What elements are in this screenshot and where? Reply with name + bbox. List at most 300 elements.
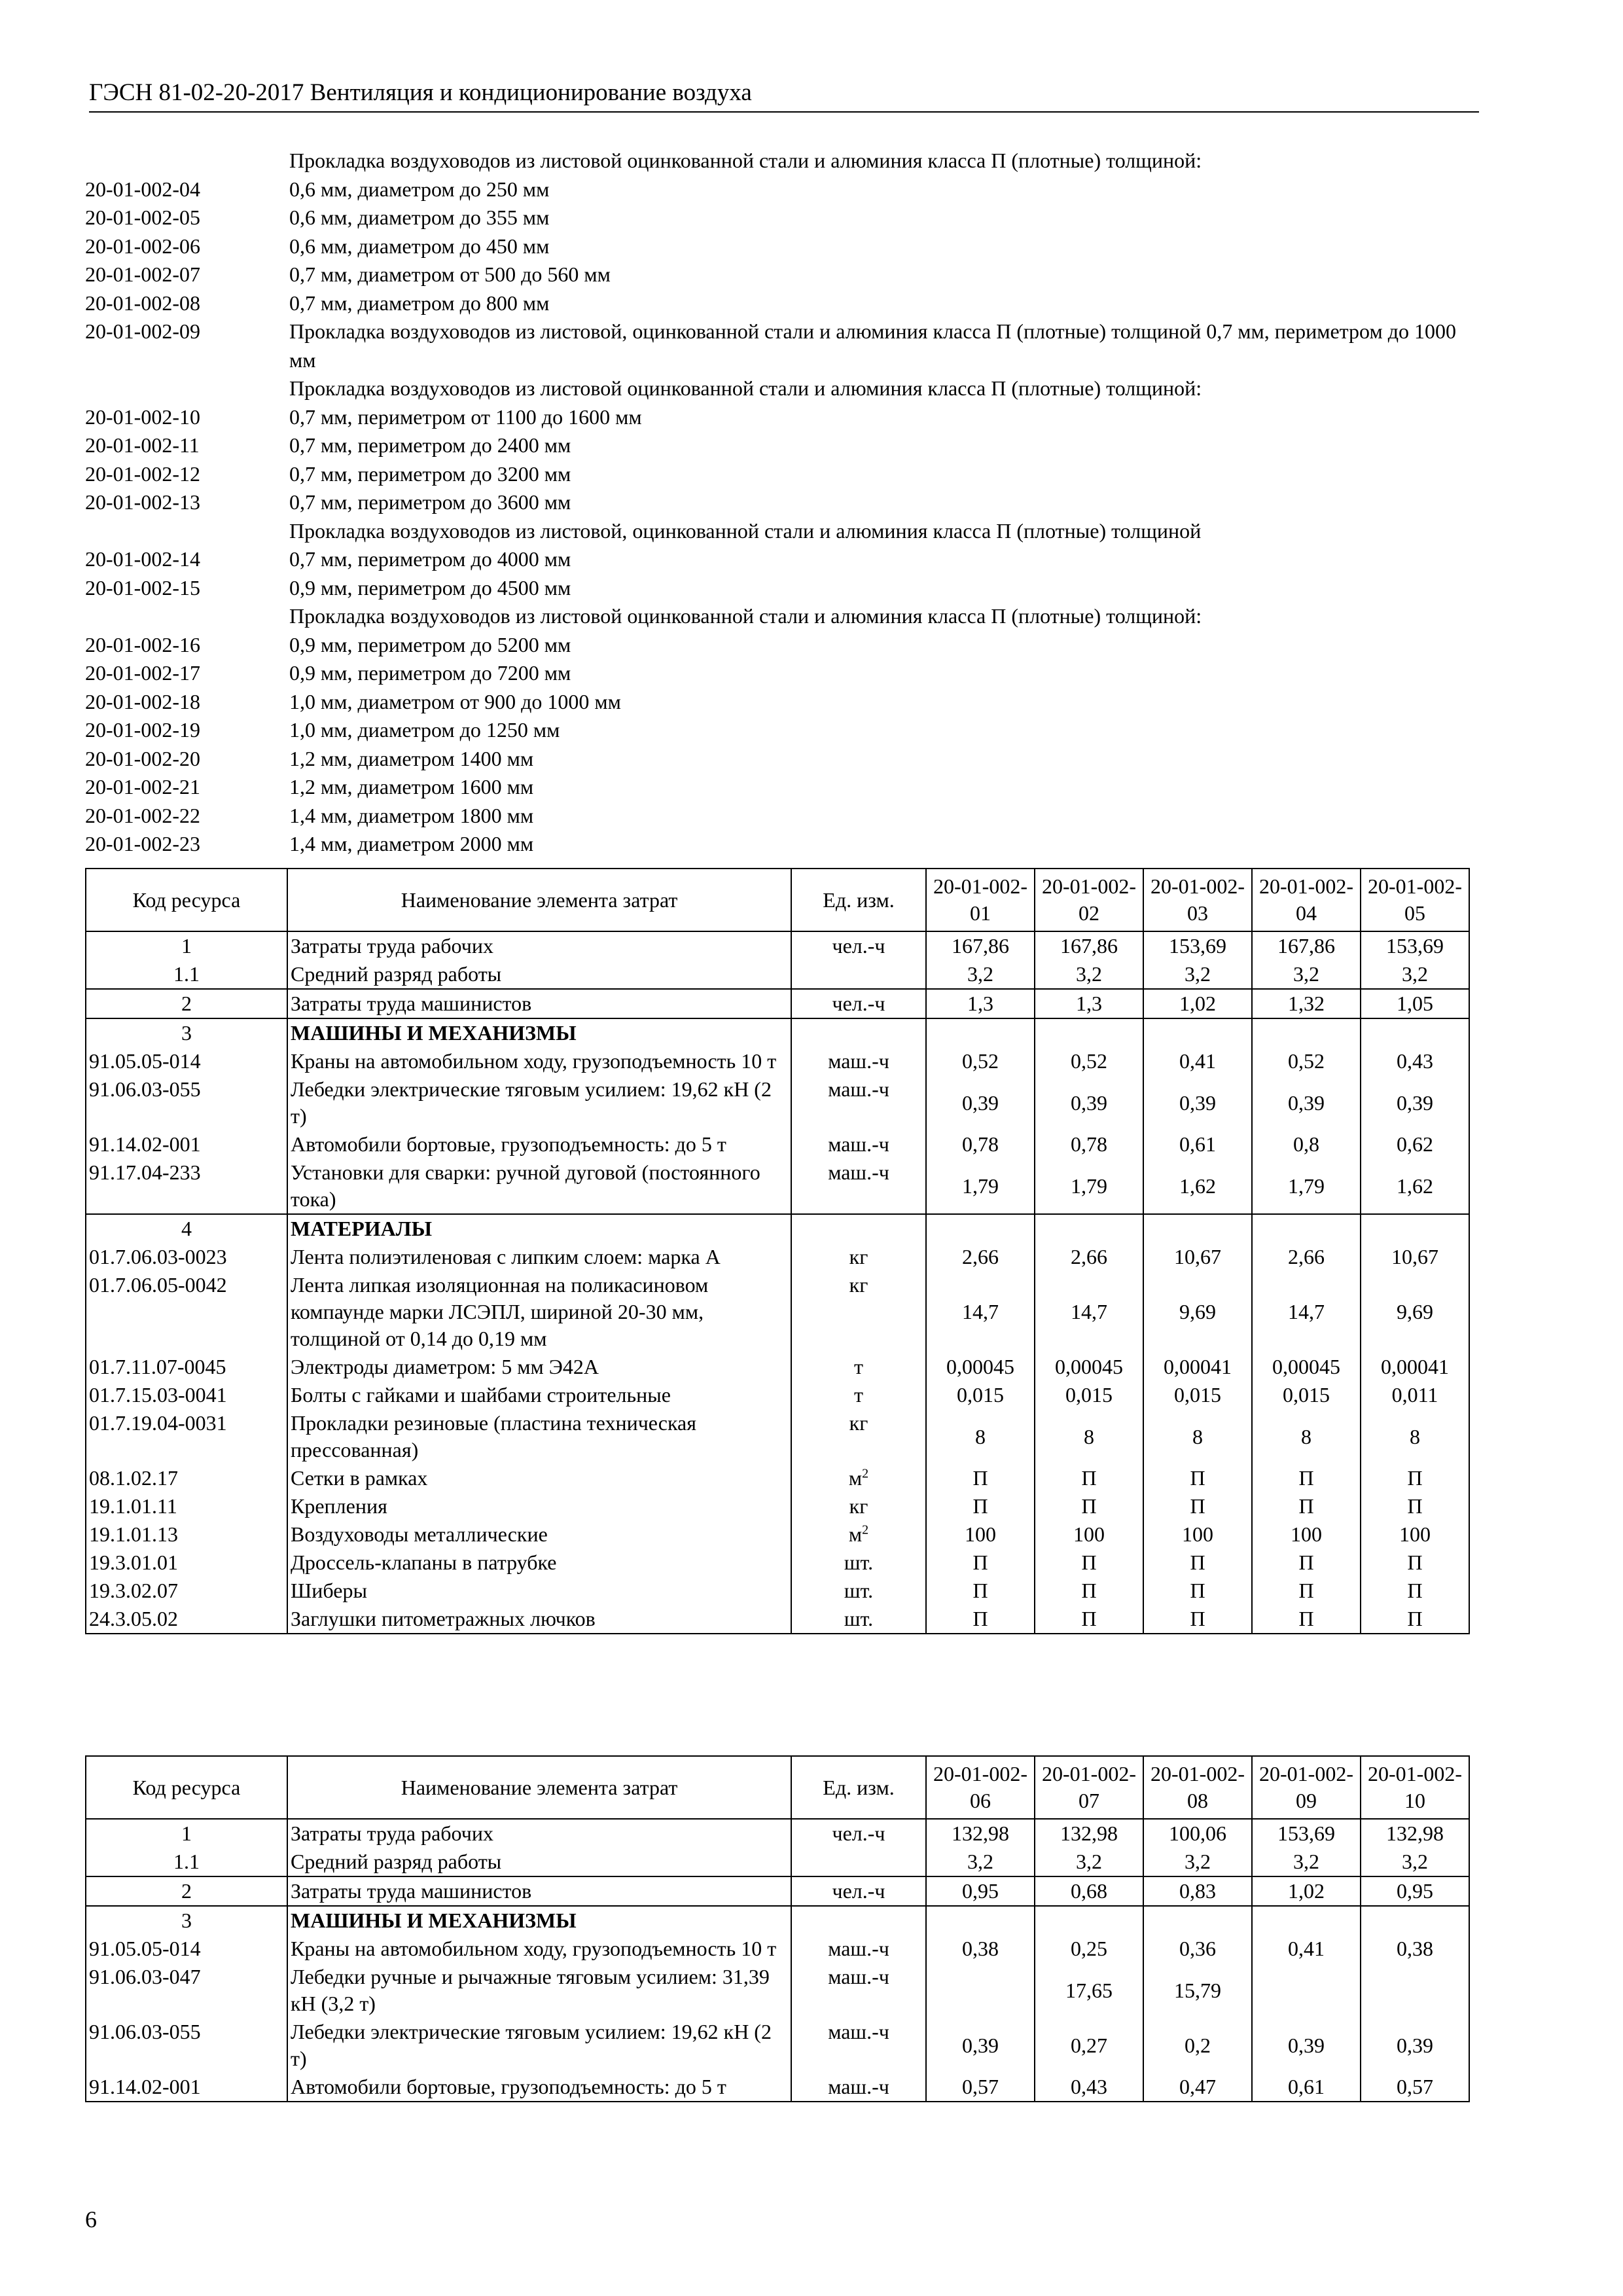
list-item xyxy=(85,175,1472,204)
value-cell: 0,61 xyxy=(1143,1130,1252,1158)
unit-cell xyxy=(791,931,926,960)
list-item xyxy=(85,488,1472,517)
item-text: 1,0 мм, диаметром от 900 до 1000 мм xyxy=(289,689,621,713)
value-cell: 1,32 xyxy=(1252,989,1361,1018)
item-text: Прокладка воздуховодов из листовой оцинкованной стали и алюминия класса П (плотные) толщиной: xyxy=(289,376,1202,400)
item-text: 1,2 мм, диаметром 1600 мм xyxy=(289,775,534,798)
value-cell: 132,98 xyxy=(926,1819,1035,1848)
value-cell: 100 xyxy=(1361,1520,1469,1549)
item-text: 0,7 мм, периметром до 3200 мм xyxy=(289,461,571,486)
value-cell: 0,43 xyxy=(1361,1047,1469,1075)
value-cell: 17,65 xyxy=(1035,1963,1143,2018)
value-cell: П xyxy=(1143,1577,1252,1605)
value-cell: П xyxy=(926,1464,1035,1492)
list-item xyxy=(85,260,1472,289)
value-cell: 0,25 xyxy=(1035,1935,1143,1963)
value-cell: 100 xyxy=(1143,1520,1252,1549)
unit-cell xyxy=(791,1271,926,1353)
value-cell: П xyxy=(1143,1464,1252,1492)
value-cell xyxy=(1035,1214,1143,1243)
resource-code: 01.7.15.03-0041 xyxy=(86,1381,287,1409)
unit-cell xyxy=(791,960,926,989)
value-cell: 3,2 xyxy=(1252,960,1361,989)
item-text: 0,9 мм, периметром до 4500 мм xyxy=(289,575,571,600)
value-cell: 0,43 xyxy=(1035,2073,1143,2102)
unit-cell xyxy=(791,1935,926,1963)
value-cell: 132,98 xyxy=(1361,1819,1469,1848)
unit-text: маш.-ч xyxy=(828,1077,889,1101)
resource-name: Воздуховоды металлические xyxy=(287,1520,791,1549)
resource-table-2 xyxy=(85,1755,1470,2102)
resource-code: 3 xyxy=(86,1906,287,1935)
resource-name: МАШИНЫ И МЕХАНИЗМЫ xyxy=(287,1018,791,1047)
value-cell: 10,67 xyxy=(1361,1243,1469,1271)
value-cell: 3,2 xyxy=(1252,1848,1361,1876)
value-cell: 3,2 xyxy=(1361,1848,1469,1876)
value-cell: 0,39 xyxy=(926,1075,1035,1130)
resource-name: Дроссель-клапаны в патрубке xyxy=(287,1549,791,1577)
value-cell xyxy=(1252,1963,1361,2018)
table-row xyxy=(86,1409,1469,1464)
unit-text: т xyxy=(854,1355,863,1378)
value-cell: 0,39 xyxy=(1143,1075,1252,1130)
value-cell: 153,69 xyxy=(1252,1819,1361,1848)
resource-name: Лента липкая изоляционная на поликасиновом компаунде марки ЛСЭПЛ, шириной 20-30 мм, толщиной от 0,14 до 0,19 мм xyxy=(287,1271,791,1353)
item-code: 20-01-002-08 xyxy=(85,291,200,315)
unit-text: кг xyxy=(849,1273,868,1297)
value-cell: 1,3 xyxy=(926,989,1035,1018)
resource-name: МАТЕРИАЛЫ xyxy=(287,1214,791,1243)
value-cell xyxy=(1361,1963,1469,2018)
value-cell xyxy=(1143,1018,1252,1047)
value-cell xyxy=(1035,1906,1143,1935)
value-cell xyxy=(926,1906,1035,1935)
value-cell: 0,95 xyxy=(926,1876,1035,1906)
list-item xyxy=(85,517,1472,546)
list-item xyxy=(85,802,1472,831)
resource-name: Электроды диаметром: 5 мм Э42А xyxy=(287,1353,791,1381)
value-cell: 0,95 xyxy=(1361,1876,1469,1906)
resource-name: Краны на автомобильном ходу, грузоподъемность 10 т xyxy=(287,1935,791,1963)
value-cell: 167,86 xyxy=(926,931,1035,960)
item-code: 20-01-002-22 xyxy=(85,803,200,827)
resource-code: 3 xyxy=(86,1018,287,1047)
value-cell xyxy=(1361,1018,1469,1047)
unit-cell xyxy=(791,2073,926,2102)
value-cell: 0,00045 xyxy=(926,1353,1035,1381)
resource-name: Сетки в рамках xyxy=(287,1464,791,1492)
unit-cell xyxy=(791,1243,926,1271)
resource-code: 91.05.05-014 xyxy=(86,1047,287,1075)
unit-text: т xyxy=(854,1383,863,1407)
table-row xyxy=(86,1158,1469,1214)
resource-code: 91.14.02-001 xyxy=(86,1130,287,1158)
value-cell: 1,05 xyxy=(1361,989,1469,1018)
resource-name: Заглушки питометражных лючков xyxy=(287,1605,791,1634)
unit-cell xyxy=(791,1577,926,1605)
resource-code: 91.06.03-055 xyxy=(86,2018,287,2073)
table-row xyxy=(86,1848,1469,1876)
value-cell xyxy=(1361,1906,1469,1935)
table-row xyxy=(86,1906,1469,1935)
table-row xyxy=(86,1018,1469,1047)
value-cell: П xyxy=(1252,1577,1361,1605)
resource-name: Автомобили бортовые, грузоподъемность: до 5 т xyxy=(287,1130,791,1158)
unit-text: шт. xyxy=(844,1551,874,1574)
column-header: Код ресурса xyxy=(86,869,287,931)
resource-code: 91.05.05-014 xyxy=(86,1935,287,1963)
unit-cell xyxy=(791,2018,926,2073)
table-row xyxy=(86,1963,1469,2018)
unit-cell xyxy=(791,1353,926,1381)
value-cell: П xyxy=(926,1605,1035,1634)
table-row xyxy=(86,1549,1469,1577)
resource-name: Установки для сварки: ручной дуговой (постоянного тока) xyxy=(287,1158,791,1214)
value-cell: П xyxy=(1252,1464,1361,1492)
value-cell xyxy=(1035,1018,1143,1047)
value-cell: П xyxy=(1252,1549,1361,1577)
resource-name: Средний разряд работы xyxy=(287,1848,791,1876)
item-text: 0,6 мм, диаметром до 355 мм xyxy=(289,206,550,229)
item-text: 0,7 мм, диаметром от 500 до 560 мм xyxy=(289,262,611,286)
value-cell: 0,015 xyxy=(1143,1381,1252,1409)
value-cell: П xyxy=(1361,1549,1469,1577)
resource-name: Затраты труда машинистов xyxy=(287,1876,791,1906)
item-text: 1,0 мм, диаметром до 1250 мм xyxy=(289,718,560,742)
value-cell: 153,69 xyxy=(1361,931,1469,960)
value-cell: 0,38 xyxy=(1361,1935,1469,1963)
table-row xyxy=(86,1214,1469,1243)
resource-name: МАШИНЫ И МЕХАНИЗМЫ xyxy=(287,1906,791,1935)
resource-code: 1 xyxy=(86,931,287,960)
value-cell: 15,79 xyxy=(1143,1963,1252,2018)
item-code: 20-01-002-18 xyxy=(85,689,200,713)
item-code: 20-01-002-20 xyxy=(85,746,200,770)
value-cell: П xyxy=(1252,1605,1361,1634)
value-cell: 0,83 xyxy=(1143,1876,1252,1906)
resource-code: 01.7.06.03-0023 xyxy=(86,1243,287,1271)
resource-name: Краны на автомобильном ходу, грузоподъемность 10 т xyxy=(287,1047,791,1075)
item-text: 0,6 мм, диаметром до 250 мм xyxy=(289,177,550,201)
item-text: 1,4 мм, диаметром 2000 мм xyxy=(289,832,534,855)
value-cell: 0,015 xyxy=(1252,1381,1361,1409)
page-number: 6 xyxy=(85,2206,97,2233)
unit-cell xyxy=(791,1464,926,1492)
item-code: 20-01-002-11 xyxy=(85,433,200,457)
table-row xyxy=(86,1243,1469,1271)
column-header: Наименование элемента затрат xyxy=(287,1756,791,1819)
resource-code: 2 xyxy=(86,1876,287,1906)
item-code: 20-01-002-14 xyxy=(85,547,200,571)
list-item xyxy=(85,317,1472,374)
item-code xyxy=(85,374,289,403)
value-cell: П xyxy=(1143,1549,1252,1577)
item-text: 0,7 мм, периметром до 2400 мм xyxy=(289,433,571,457)
value-cell: 0,57 xyxy=(926,2073,1035,2102)
unit-text: маш.-ч xyxy=(828,1160,889,1184)
unit-cell xyxy=(791,1963,926,2018)
unit-text: маш.-ч xyxy=(828,2075,889,2098)
value-cell: 8 xyxy=(1361,1409,1469,1464)
item-code: 20-01-002-10 xyxy=(85,404,200,429)
unit-text: м xyxy=(848,1522,863,1546)
value-cell xyxy=(1361,1214,1469,1243)
resource-code: 08.1.02.17 xyxy=(86,1464,287,1492)
resource-code: 91.14.02-001 xyxy=(86,2073,287,2102)
resource-code: 91.17.04-233 xyxy=(86,1158,287,1214)
item-code xyxy=(85,147,289,175)
value-cell: 0,57 xyxy=(1361,2073,1469,2102)
value-cell xyxy=(1252,1018,1361,1047)
table-row xyxy=(86,1464,1469,1492)
value-cell: П xyxy=(1361,1577,1469,1605)
value-cell: 0,39 xyxy=(926,2018,1035,2073)
value-cell xyxy=(926,1963,1035,2018)
item-code: 20-01-002-21 xyxy=(85,775,200,798)
value-cell xyxy=(1143,1906,1252,1935)
item-code: 20-01-002-05 xyxy=(85,206,200,229)
resource-code: 19.1.01.11 xyxy=(86,1492,287,1520)
unit-text: чел.-ч xyxy=(832,992,885,1015)
list-item xyxy=(85,602,1472,631)
table-header-row xyxy=(86,1756,1469,1819)
value-cell: 100 xyxy=(1252,1520,1361,1549)
column-header: 20-01-002-02 xyxy=(1035,869,1143,931)
item-text: 0,9 мм, периметром до 7200 мм xyxy=(289,661,571,685)
value-cell: 14,7 xyxy=(1035,1271,1143,1353)
value-cell xyxy=(1252,1906,1361,1935)
unit-text: маш.-ч xyxy=(828,1965,889,1988)
unit-cell xyxy=(791,1075,926,1130)
table-row xyxy=(86,1605,1469,1634)
item-code: 20-01-002-23 xyxy=(85,832,200,855)
value-cell: 3,2 xyxy=(1361,960,1469,989)
value-cell: П xyxy=(926,1492,1035,1520)
table-row xyxy=(86,1492,1469,1520)
value-cell xyxy=(1252,1214,1361,1243)
resource-code: 1 xyxy=(86,1819,287,1848)
column-header: Ед. изм. xyxy=(791,869,926,931)
table-row xyxy=(86,1271,1469,1353)
unit-cell xyxy=(791,1819,926,1848)
list-item xyxy=(85,403,1472,432)
resource-name: Средний разряд работы xyxy=(287,960,791,989)
value-cell: 0,52 xyxy=(926,1047,1035,1075)
value-cell: 0,39 xyxy=(1252,2018,1361,2073)
unit-cell xyxy=(791,1520,926,1549)
unit-cell xyxy=(791,1018,926,1047)
value-cell: 9,69 xyxy=(1143,1271,1252,1353)
value-cell: П xyxy=(1361,1464,1469,1492)
value-cell xyxy=(926,1214,1035,1243)
column-header: 20-01-002-09 xyxy=(1252,1756,1361,1819)
unit-text: маш.-ч xyxy=(828,1132,889,1156)
resource-code: 01.7.11.07-0045 xyxy=(86,1353,287,1381)
column-header: 20-01-002-08 xyxy=(1143,1756,1252,1819)
value-cell: 0,47 xyxy=(1143,2073,1252,2102)
column-header: 20-01-002-03 xyxy=(1143,869,1252,931)
value-cell: 0,52 xyxy=(1035,1047,1143,1075)
table-header-row xyxy=(86,869,1469,931)
value-cell: 14,7 xyxy=(1252,1271,1361,1353)
value-cell: 3,2 xyxy=(926,1848,1035,1876)
value-cell: 0,27 xyxy=(1035,2018,1143,2073)
value-cell xyxy=(1143,1214,1252,1243)
value-cell: 2,66 xyxy=(926,1243,1035,1271)
value-cell: 0,015 xyxy=(926,1381,1035,1409)
value-cell: 0,62 xyxy=(1361,1130,1469,1158)
item-code: 20-01-002-06 xyxy=(85,234,200,258)
resource-code: 01.7.19.04-0031 xyxy=(86,1409,287,1464)
unit-cell xyxy=(791,1876,926,1906)
unit-cell xyxy=(791,989,926,1018)
item-code: 20-01-002-13 xyxy=(85,490,200,514)
item-text: 0,7 мм, периметром до 4000 мм xyxy=(289,547,571,571)
resource-code: 19.3.02.07 xyxy=(86,1577,287,1605)
value-cell: 1,02 xyxy=(1252,1876,1361,1906)
value-cell: 167,86 xyxy=(1035,931,1143,960)
value-cell: 0,68 xyxy=(1035,1876,1143,1906)
value-cell: 3,2 xyxy=(1143,960,1252,989)
value-cell: 8 xyxy=(926,1409,1035,1464)
value-cell: 0,39 xyxy=(1035,1075,1143,1130)
resource-name: Лента полиэтиленовая с липким слоем: марка А xyxy=(287,1243,791,1271)
resource-name: Болты с гайками и шайбами строительные xyxy=(287,1381,791,1409)
item-code: 20-01-002-16 xyxy=(85,632,200,656)
value-cell: 0,00045 xyxy=(1035,1353,1143,1381)
list-item xyxy=(85,289,1472,318)
item-code xyxy=(85,602,289,631)
table-row xyxy=(86,1819,1469,1848)
item-code xyxy=(85,517,289,546)
value-cell: П xyxy=(1361,1605,1469,1634)
value-cell: 100,06 xyxy=(1143,1819,1252,1848)
table-row xyxy=(86,1381,1469,1409)
item-text: 0,7 мм, периметром до 3600 мм xyxy=(289,490,571,514)
unit-cell xyxy=(791,1848,926,1876)
value-cell: 100 xyxy=(1035,1520,1143,1549)
value-cell: П xyxy=(1361,1492,1469,1520)
value-cell xyxy=(926,1018,1035,1047)
value-cell: 0,00041 xyxy=(1361,1353,1469,1381)
item-text: Прокладка воздуховодов из листовой оцинкованной стали и алюминия класса П (плотные) толщиной: xyxy=(289,604,1202,628)
value-cell: 0,41 xyxy=(1252,1935,1361,1963)
item-code: 20-01-002-12 xyxy=(85,461,200,486)
column-header: 20-01-002-07 xyxy=(1035,1756,1143,1819)
value-cell: П xyxy=(926,1549,1035,1577)
value-cell: 3,2 xyxy=(1143,1848,1252,1876)
resource-name: Затраты труда рабочих xyxy=(287,1819,791,1848)
table-row xyxy=(86,1520,1469,1549)
unit-text: кг xyxy=(849,1494,868,1518)
value-cell: 0,61 xyxy=(1252,2073,1361,2102)
value-cell: 8 xyxy=(1252,1409,1361,1464)
table-row xyxy=(86,931,1469,960)
value-cell: 0,78 xyxy=(1035,1130,1143,1158)
value-cell: 0,36 xyxy=(1143,1935,1252,1963)
value-cell: П xyxy=(1035,1492,1143,1520)
value-cell: П xyxy=(1035,1464,1143,1492)
resource-code: 91.06.03-055 xyxy=(86,1075,287,1130)
list-item xyxy=(85,659,1472,688)
column-header: 20-01-002-01 xyxy=(926,869,1035,931)
resource-name: Крепления xyxy=(287,1492,791,1520)
list-item xyxy=(85,716,1472,745)
value-cell: 167,86 xyxy=(1252,931,1361,960)
value-cell: П xyxy=(1035,1577,1143,1605)
item-text: 1,2 мм, диаметром 1400 мм xyxy=(289,746,534,770)
value-cell: 1,79 xyxy=(926,1158,1035,1214)
table-row xyxy=(86,989,1469,1018)
value-cell: 1,3 xyxy=(1035,989,1143,1018)
table-row xyxy=(86,1130,1469,1158)
list-item xyxy=(85,460,1472,489)
item-code: 20-01-002-17 xyxy=(85,661,200,685)
unit-cell xyxy=(791,1047,926,1075)
item-text: 0,9 мм, периметром до 5200 мм xyxy=(289,632,571,656)
value-cell: П xyxy=(1143,1605,1252,1634)
column-header: Код ресурса xyxy=(86,1756,287,1819)
unit-cell xyxy=(791,1906,926,1935)
value-cell: 1,02 xyxy=(1143,989,1252,1018)
list-item xyxy=(85,830,1472,859)
value-cell: 0,52 xyxy=(1252,1047,1361,1075)
value-cell: 0,39 xyxy=(1252,1075,1361,1130)
table-row xyxy=(86,1047,1469,1075)
list-item xyxy=(85,574,1472,603)
resource-name: Лебедки электрические тяговым усилием: 19,62 кН (2 т) xyxy=(287,2018,791,2073)
unit-cell xyxy=(791,1409,926,1464)
unit-text: чел.-ч xyxy=(832,1879,885,1903)
value-cell: 0,8 xyxy=(1252,1130,1361,1158)
column-header: Ед. изм. xyxy=(791,1756,926,1819)
value-cell: 100 xyxy=(926,1520,1035,1549)
unit-text: шт. xyxy=(844,1579,874,1602)
list-item xyxy=(85,147,1472,175)
value-cell: П xyxy=(926,1577,1035,1605)
item-code: 20-01-002-07 xyxy=(85,262,200,286)
value-cell: 0,00045 xyxy=(1252,1353,1361,1381)
resource-code: 19.1.01.13 xyxy=(86,1520,287,1549)
item-code-list xyxy=(85,147,1472,859)
value-cell: 0,015 xyxy=(1035,1381,1143,1409)
value-cell: 0,39 xyxy=(1361,1075,1469,1130)
value-cell: 0,2 xyxy=(1143,2018,1252,2073)
value-cell: 132,98 xyxy=(1035,1819,1143,1848)
column-header: 20-01-002-10 xyxy=(1361,1756,1469,1819)
unit-cell xyxy=(791,1605,926,1634)
value-cell: 8 xyxy=(1143,1409,1252,1464)
resource-code: 19.3.01.01 xyxy=(86,1549,287,1577)
value-cell: П xyxy=(1252,1492,1361,1520)
resource-code: 2 xyxy=(86,989,287,1018)
item-code: 20-01-002-09 xyxy=(85,319,200,343)
list-item xyxy=(85,431,1472,460)
value-cell: 0,00041 xyxy=(1143,1353,1252,1381)
list-item xyxy=(85,232,1472,261)
unit-cell xyxy=(791,1158,926,1214)
resource-name: Прокладки резиновые (пластина техническая прессованная) xyxy=(287,1409,791,1464)
unit-text: м xyxy=(848,1466,863,1490)
unit-superscript: 2 xyxy=(862,1466,869,1481)
resource-name: Затраты труда машинистов xyxy=(287,989,791,1018)
value-cell: 3,2 xyxy=(1035,960,1143,989)
resource-name: Лебедки электрические тяговым усилием: 19,62 кН (2 т) xyxy=(287,1075,791,1130)
item-code: 20-01-002-19 xyxy=(85,718,200,742)
list-item xyxy=(85,745,1472,774)
unit-text: шт. xyxy=(844,1607,874,1630)
resource-name: Автомобили бортовые, грузоподъемность: до 5 т xyxy=(287,2073,791,2102)
